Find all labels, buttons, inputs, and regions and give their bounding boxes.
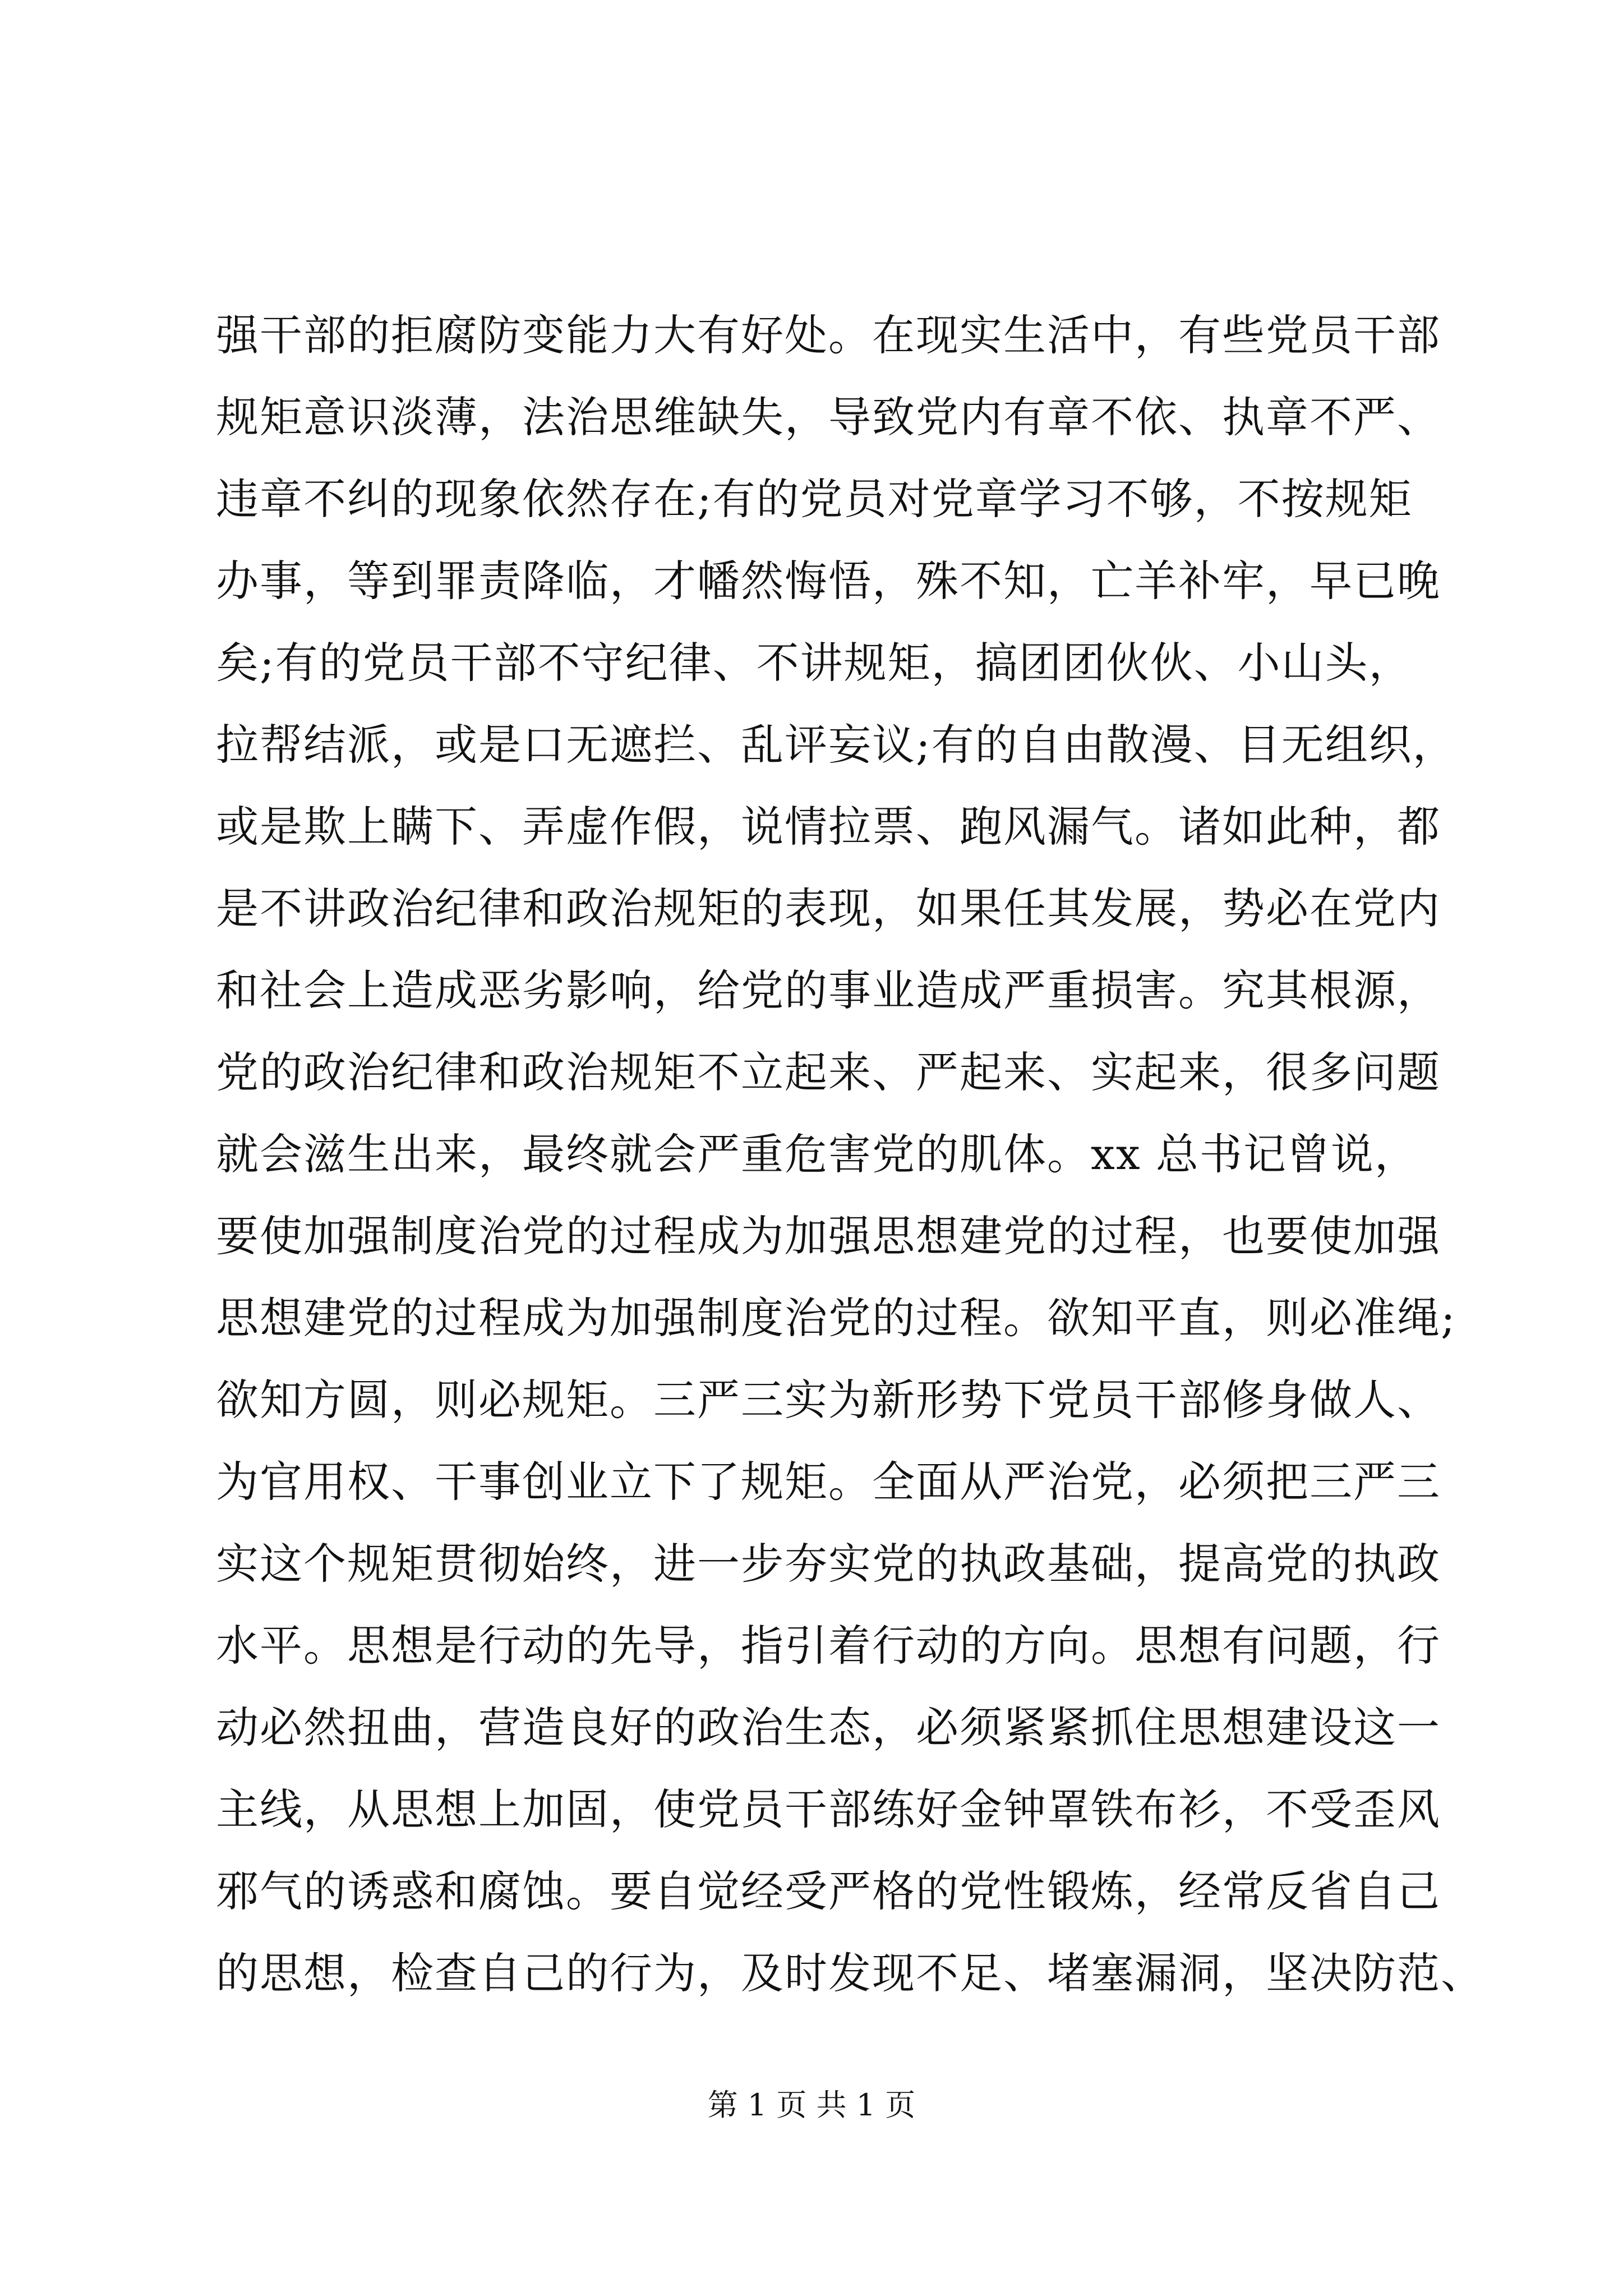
text-line: 党的政治纪律和政治规矩不立起来、严起来、实起来，很多问题 xyxy=(216,1047,1441,1097)
page-footer xyxy=(0,2086,1623,2125)
text-line: 强干部的拒腐防变能力大有好处。在现实生活中，有些党员干部 xyxy=(216,310,1441,360)
text-line: 或是欺上瞒下、弄虚作假，说情拉票、跑风漏气。诸如此种，都 xyxy=(216,802,1441,852)
text-line: 和社会上造成恶劣影响，给党的事业造成严重损害。究其根源， xyxy=(216,965,1441,1015)
text-line: 邪气的诱惑和腐蚀。要自觉经受严格的党性锻炼，经常反省自己 xyxy=(216,1866,1441,1916)
text-line: 实这个规矩贯彻始终，进一步夯实党的执政基础，提高党的执政 xyxy=(216,1539,1441,1589)
text-line: 规矩意识淡薄，法治思维缺失，导致党内有章不依、执章不严、 xyxy=(216,392,1441,442)
text-line: 为官用权、干事创业立下了规矩。全面从严治党，必须把三严三 xyxy=(216,1457,1441,1507)
text-line: 矣;有的党员干部不守纪律、不讲规矩，搞团团伙伙、小山头， xyxy=(216,638,1413,688)
text-line: 动必然扭曲，营造良好的政治生态，必须紧紧抓住思想建设这一 xyxy=(216,1703,1441,1752)
body-text xyxy=(216,295,1484,2014)
text-line: 拉帮结派，或是口无遮拦、乱评妄议;有的自由散漫、目无组织， xyxy=(216,720,1456,770)
text-line: 欲知方圆，则必规矩。三严三实为新形势下党员干部修身做人、 xyxy=(216,1375,1441,1425)
text-line: 要使加强制度治党的过程成为加强思想建党的过程，也要使加强 xyxy=(216,1211,1441,1261)
text-line: 思想建党的过程成为加强制度治党的过程。欲知平直，则必准绳; xyxy=(216,1293,1456,1343)
text-line: 违章不纠的现象依然存在;有的党员对党章学习不够，不按规矩 xyxy=(216,474,1413,524)
text-line: 是不讲政治纪律和政治规矩的表现，如果任其发展，势必在党内 xyxy=(216,884,1441,933)
page-number-label: 第 1 页 共 1 页 xyxy=(707,2087,916,2123)
text-line: 的思想，检查自己的行为，及时发现不足、堵塞漏洞，坚决防范、 xyxy=(216,1948,1484,1998)
text-line: 主线，从思想上加固，使党员干部练好金钟罩铁布衫，不受歪风 xyxy=(216,1784,1441,1834)
text-line: 办事，等到罪责降临，才幡然悔悟，殊不知，亡羊补牢，早已晚 xyxy=(216,556,1441,606)
text-line: 就会滋生出来，最终就会严重危害党的肌体。xx 总书记曾说， xyxy=(216,1129,1418,1179)
text-line: 水平。思想是行动的先导，指引着行动的方向。思想有问题，行 xyxy=(216,1621,1441,1671)
